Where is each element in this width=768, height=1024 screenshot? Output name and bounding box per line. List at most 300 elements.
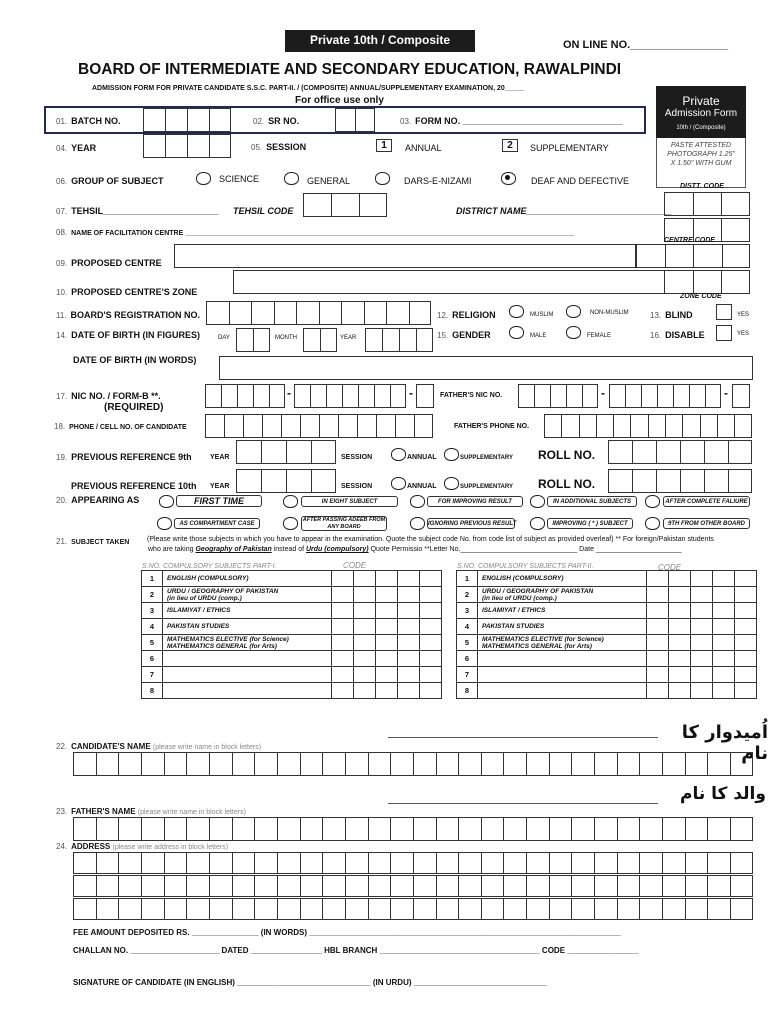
letter-cell[interactable] <box>549 875 572 897</box>
subject-code-cell[interactable] <box>669 651 691 667</box>
subject-code-cell[interactable] <box>735 619 757 635</box>
letter-cell[interactable] <box>685 752 708 776</box>
address-input-line2[interactable] <box>73 875 753 897</box>
letter-cell[interactable] <box>639 752 662 776</box>
letter-cell[interactable] <box>232 898 255 920</box>
subject-code-cell[interactable] <box>669 587 691 603</box>
father-nic-part3[interactable] <box>732 384 750 408</box>
subject-code-cell[interactable] <box>354 619 376 635</box>
subject-code-cell[interactable] <box>669 619 691 635</box>
letter-cell[interactable] <box>277 898 300 920</box>
letter-cell[interactable] <box>436 852 459 874</box>
letter-cell[interactable] <box>254 898 277 920</box>
letter-cell[interactable] <box>254 817 277 841</box>
subject-code-cell[interactable] <box>420 571 442 587</box>
subject-code-cell[interactable] <box>713 603 735 619</box>
group-deaf-radio[interactable] <box>501 172 516 185</box>
letter-cell[interactable] <box>617 875 640 897</box>
letter-cell[interactable] <box>390 875 413 897</box>
letter-cell[interactable] <box>232 875 255 897</box>
subject-code-cell[interactable] <box>735 667 757 683</box>
group-dars-radio[interactable] <box>375 172 390 185</box>
proposed-zone-input[interactable] <box>233 270 665 294</box>
subject-code-cell[interactable] <box>735 651 757 667</box>
subject-code-cell[interactable] <box>647 619 669 635</box>
letter-cell[interactable] <box>594 817 617 841</box>
letter-cell[interactable] <box>368 875 391 897</box>
subject-code-cell[interactable] <box>354 571 376 587</box>
subject-code-cell[interactable] <box>398 571 420 587</box>
letter-cell[interactable] <box>300 852 323 874</box>
subject-code-cell[interactable] <box>376 603 398 619</box>
subject-code-cell[interactable] <box>376 683 398 699</box>
letter-cell[interactable] <box>164 752 187 776</box>
letter-cell[interactable] <box>368 752 391 776</box>
letter-cell[interactable] <box>617 752 640 776</box>
letter-cell[interactable] <box>413 875 436 897</box>
appearing-improving-radio[interactable] <box>410 495 425 508</box>
father-nic-part2[interactable] <box>609 384 721 408</box>
subject-code-cell[interactable] <box>376 619 398 635</box>
letter-cell[interactable] <box>594 852 617 874</box>
prev9-supp-radio[interactable] <box>444 448 459 461</box>
district-name-label[interactable]: DISTRICT NAME_____________________________ <box>456 206 672 216</box>
facilitation-label[interactable]: 08. NAME OF FACILITATION CENTRE ____________________________________________________________________________________________________ <box>56 228 575 237</box>
subject-code-cell[interactable] <box>332 603 354 619</box>
appearing-improving-subject-radio[interactable] <box>530 517 545 530</box>
subject-code-cell[interactable] <box>398 651 420 667</box>
letter-cell[interactable] <box>254 852 277 874</box>
letter-cell[interactable] <box>436 875 459 897</box>
father-phone-input[interactable] <box>544 414 752 438</box>
subject-code-cell[interactable] <box>691 587 713 603</box>
subject-code-cell[interactable] <box>332 571 354 587</box>
letter-cell[interactable] <box>503 898 526 920</box>
subject-code-cell[interactable] <box>713 587 735 603</box>
letter-cell[interactable] <box>571 875 594 897</box>
letter-cell[interactable] <box>458 898 481 920</box>
letter-cell[interactable] <box>277 875 300 897</box>
letter-cell[interactable] <box>164 875 187 897</box>
letter-cell[interactable] <box>413 898 436 920</box>
letter-cell[interactable] <box>390 898 413 920</box>
nic-input-part1[interactable] <box>205 384 285 408</box>
letter-cell[interactable] <box>300 752 323 776</box>
subject-code-cell[interactable] <box>332 619 354 635</box>
dob-day-input[interactable] <box>236 328 270 352</box>
letter-cell[interactable] <box>164 817 187 841</box>
letter-cell[interactable] <box>209 898 232 920</box>
letter-cell[interactable] <box>118 817 141 841</box>
prev9-roll-input[interactable] <box>608 440 752 464</box>
subject-code-cell[interactable] <box>691 619 713 635</box>
distt-code-boxes[interactable] <box>664 192 750 216</box>
letter-cell[interactable] <box>232 852 255 874</box>
letter-cell[interactable] <box>481 817 504 841</box>
letter-cell[interactable] <box>685 852 708 874</box>
letter-cell[interactable] <box>413 852 436 874</box>
subject-code-cell[interactable] <box>420 635 442 651</box>
letter-cell[interactable] <box>254 752 277 776</box>
letter-cell[interactable] <box>368 852 391 874</box>
letter-cell[interactable] <box>96 852 119 874</box>
subject-line-2: (in lieu of URDU (comp.) <box>167 594 242 602</box>
letter-cell[interactable] <box>662 852 685 874</box>
letter-cell[interactable] <box>209 752 232 776</box>
subject-code-cell[interactable] <box>647 683 669 699</box>
letter-cell[interactable] <box>707 875 730 897</box>
letter-cell[interactable] <box>707 817 730 841</box>
prev9-year-input[interactable] <box>236 440 336 464</box>
subject-code-cell[interactable] <box>735 603 757 619</box>
letter-cell[interactable] <box>549 752 572 776</box>
subject-code-cell[interactable] <box>647 587 669 603</box>
session-supp-box[interactable]: 2 <box>502 139 518 152</box>
prev9-annual-radio[interactable] <box>391 448 406 461</box>
letter-cell[interactable] <box>594 752 617 776</box>
candidate-name-input[interactable] <box>73 752 753 776</box>
letter-cell[interactable] <box>277 752 300 776</box>
prev10-supp-radio[interactable] <box>444 477 459 490</box>
letter-cell[interactable] <box>390 817 413 841</box>
session-annual-box[interactable]: 1 <box>376 139 392 152</box>
subject-code-cell[interactable] <box>354 587 376 603</box>
letter-cell[interactable] <box>186 875 209 897</box>
dob-month-input[interactable] <box>303 328 337 352</box>
letter-cell[interactable] <box>209 852 232 874</box>
subject-code-cell[interactable] <box>669 571 691 587</box>
appearing-additional-radio[interactable] <box>530 495 545 508</box>
letter-cell[interactable] <box>436 817 459 841</box>
appearing-ignoring-label: IGNORING PREVIOUS RESULT <box>427 518 515 529</box>
address-input-line1[interactable] <box>73 852 753 874</box>
subject-code-cell[interactable] <box>713 635 735 651</box>
subject-code-cell[interactable] <box>332 587 354 603</box>
appearing-failure-radio[interactable] <box>645 495 660 508</box>
subject-code-cell[interactable] <box>735 587 757 603</box>
letter-cell[interactable] <box>617 852 640 874</box>
subject-code-cell[interactable] <box>735 683 757 699</box>
letter-cell[interactable] <box>662 875 685 897</box>
letter-cell[interactable] <box>481 898 504 920</box>
subject-code-cell[interactable] <box>420 667 442 683</box>
letter-cell[interactable] <box>322 898 345 920</box>
letter-cell[interactable] <box>481 852 504 874</box>
letter-cell[interactable] <box>730 898 753 920</box>
letter-cell[interactable] <box>571 852 594 874</box>
letter-cell[interactable] <box>322 817 345 841</box>
subject-code-cell[interactable] <box>376 635 398 651</box>
letter-cell[interactable] <box>662 817 685 841</box>
letter-cell[interactable] <box>322 875 345 897</box>
letter-cell[interactable] <box>345 752 368 776</box>
letter-cell[interactable] <box>300 898 323 920</box>
letter-cell[interactable] <box>481 875 504 897</box>
online-no[interactable]: ON LINE NO.________________ <box>563 39 729 51</box>
subject-code-cell[interactable] <box>332 635 354 651</box>
subject-code-cell[interactable] <box>691 603 713 619</box>
letter-cell[interactable] <box>436 898 459 920</box>
batch-input[interactable] <box>143 108 231 132</box>
subject-code-cell[interactable] <box>354 635 376 651</box>
gender-female-radio[interactable] <box>566 326 581 339</box>
subject-code-cell[interactable] <box>354 683 376 699</box>
letter-cell[interactable] <box>730 817 753 841</box>
subject-code-cell[interactable] <box>398 619 420 635</box>
subject-code-cell[interactable] <box>332 651 354 667</box>
subject-code-cell[interactable] <box>420 651 442 667</box>
subject-code-cell[interactable] <box>647 635 669 651</box>
gender-male-radio[interactable] <box>509 326 524 339</box>
letter-cell[interactable] <box>322 852 345 874</box>
page-title: BOARD OF INTERMEDIATE AND SECONDARY EDUCATION, RAWALPINDI <box>78 61 622 78</box>
letter-cell[interactable] <box>186 852 209 874</box>
father-nic-part1[interactable] <box>518 384 598 408</box>
subject-code-cell[interactable] <box>398 603 420 619</box>
letter-cell[interactable] <box>662 898 685 920</box>
challan-field[interactable]: CHALLAN NO. ____________________ DATED ________________ HBL BRANCH ____________________________________ CODE ________________ <box>73 946 639 955</box>
letter-cell[interactable] <box>571 752 594 776</box>
subject-code-cell[interactable] <box>376 667 398 683</box>
letter-cell[interactable] <box>73 752 96 776</box>
subject-code-cell[interactable] <box>398 587 420 603</box>
phone-input[interactable] <box>205 414 433 438</box>
signature-field[interactable]: SIGNATURE OF CANDIDATE (IN ENGLISH) ______________________________ (IN URDU) ______________________________ <box>73 978 548 987</box>
letter-cell[interactable] <box>639 898 662 920</box>
letter-cell[interactable] <box>549 817 572 841</box>
letter-cell[interactable] <box>594 898 617 920</box>
letter-cell[interactable] <box>141 898 164 920</box>
letter-cell[interactable] <box>707 898 730 920</box>
letter-cell[interactable] <box>141 875 164 897</box>
letter-cell[interactable] <box>549 898 572 920</box>
letter-cell[interactable] <box>186 817 209 841</box>
letter-cell[interactable] <box>413 752 436 776</box>
letter-cell[interactable] <box>368 817 391 841</box>
proposed-centre-code[interactable] <box>636 244 750 268</box>
letter-cell[interactable] <box>685 898 708 920</box>
subject-code-cell[interactable] <box>713 651 735 667</box>
subject-code-cell[interactable] <box>376 651 398 667</box>
letter-cell[interactable] <box>526 752 549 776</box>
subject-code-cell[interactable] <box>354 667 376 683</box>
subject-code-cell[interactable] <box>376 571 398 587</box>
letter-cell[interactable] <box>300 817 323 841</box>
subject-code-cell[interactable] <box>713 667 735 683</box>
letter-cell[interactable] <box>141 817 164 841</box>
subject-code-cell[interactable] <box>713 683 735 699</box>
year-input[interactable] <box>143 134 231 158</box>
appearing-other-board-radio[interactable] <box>645 517 660 530</box>
subject-code-cell[interactable] <box>398 683 420 699</box>
reg-input[interactable] <box>206 301 431 325</box>
letter-cell[interactable] <box>96 752 119 776</box>
subject-code-cell[interactable] <box>420 587 442 603</box>
letter-cell[interactable] <box>390 852 413 874</box>
tehsil-label[interactable]: 07. TEHSIL_______________________ <box>56 206 219 216</box>
form-no-label[interactable]: 03. FORM NO. ________________________________ <box>400 116 623 126</box>
letter-cell[interactable] <box>639 875 662 897</box>
subject-code-cell[interactable] <box>398 667 420 683</box>
letter-cell[interactable] <box>526 852 549 874</box>
subject-code-cell[interactable] <box>647 651 669 667</box>
dob-words-input[interactable] <box>219 356 753 380</box>
subject-code-cell[interactable] <box>376 587 398 603</box>
address-input-line3[interactable] <box>73 898 753 920</box>
subject-code-cell[interactable] <box>332 667 354 683</box>
letter-cell[interactable] <box>436 752 459 776</box>
subject-code-cell[interactable] <box>691 651 713 667</box>
letter-cell[interactable] <box>639 817 662 841</box>
appearing-ignoring-radio[interactable] <box>410 517 425 530</box>
prev10-annual-radio[interactable] <box>391 477 406 490</box>
letter-cell[interactable] <box>164 852 187 874</box>
letter-cell[interactable] <box>617 898 640 920</box>
letter-cell[interactable] <box>617 817 640 841</box>
letter-cell[interactable] <box>118 898 141 920</box>
letter-cell[interactable] <box>96 875 119 897</box>
subject-code-cell[interactable] <box>691 683 713 699</box>
letter-cell[interactable] <box>322 752 345 776</box>
letter-cell[interactable] <box>481 752 504 776</box>
subject-code-cell[interactable] <box>647 571 669 587</box>
letter-cell[interactable] <box>186 752 209 776</box>
subject-line-1: MATHEMATICS ELECTIVE (for Science) <box>482 635 604 643</box>
letter-cell[interactable] <box>345 852 368 874</box>
letter-cell[interactable] <box>345 817 368 841</box>
blind-checkbox[interactable] <box>716 304 732 320</box>
religion-muslim-radio[interactable] <box>509 305 524 318</box>
nic-input-part2[interactable] <box>294 384 406 408</box>
subject-code-cell[interactable] <box>669 667 691 683</box>
letter-cell[interactable] <box>345 875 368 897</box>
letter-cell[interactable] <box>571 898 594 920</box>
subject-code-cell[interactable] <box>713 619 735 635</box>
letter-cell[interactable] <box>503 817 526 841</box>
subject-code-cell[interactable] <box>691 635 713 651</box>
letter-cell[interactable] <box>458 852 481 874</box>
subject-code-cell[interactable] <box>398 635 420 651</box>
letter-cell[interactable] <box>186 898 209 920</box>
appearing-adeeb-radio[interactable] <box>283 517 298 530</box>
letter-cell[interactable] <box>458 875 481 897</box>
letter-cell[interactable] <box>526 875 549 897</box>
letter-cell[interactable] <box>368 898 391 920</box>
letter-cell[interactable] <box>300 875 323 897</box>
letter-cell[interactable] <box>413 817 436 841</box>
letter-cell[interactable] <box>707 852 730 874</box>
subject-code-cell[interactable] <box>735 635 757 651</box>
subject-code-cell[interactable] <box>647 603 669 619</box>
religion-nonmuslim-radio[interactable] <box>566 305 581 318</box>
letter-cell[interactable] <box>164 898 187 920</box>
letter-cell[interactable] <box>685 817 708 841</box>
group-general-radio[interactable] <box>284 172 299 185</box>
subject-code-cell[interactable] <box>691 667 713 683</box>
appearing-compartment-radio[interactable] <box>157 517 172 530</box>
letter-cell[interactable] <box>639 852 662 874</box>
letter-cell[interactable] <box>96 898 119 920</box>
letter-cell[interactable] <box>526 817 549 841</box>
subject-code-cell[interactable] <box>420 603 442 619</box>
appearing-eight-radio[interactable] <box>283 495 298 508</box>
dob-year-input[interactable] <box>365 328 433 352</box>
sr-input[interactable] <box>335 108 375 132</box>
letter-cell[interactable] <box>232 752 255 776</box>
subject-code-cell[interactable] <box>669 683 691 699</box>
letter-cell[interactable] <box>345 898 368 920</box>
subject-code-cell[interactable] <box>354 603 376 619</box>
subject-code-cell[interactable] <box>713 571 735 587</box>
group-science-radio[interactable] <box>196 172 211 185</box>
letter-cell[interactable] <box>118 852 141 874</box>
letter-cell[interactable] <box>141 752 164 776</box>
letter-cell[interactable] <box>730 875 753 897</box>
letter-cell[interactable] <box>526 898 549 920</box>
letter-cell[interactable] <box>571 817 594 841</box>
disable-checkbox[interactable] <box>716 325 732 341</box>
letter-cell[interactable] <box>277 817 300 841</box>
prev9-annual-label: ANNUAL <box>407 454 437 461</box>
subject-code-cell[interactable] <box>647 667 669 683</box>
letter-cell[interactable] <box>96 817 119 841</box>
subject-code-cell[interactable] <box>420 619 442 635</box>
letter-cell[interactable] <box>662 752 685 776</box>
letter-cell[interactable] <box>277 852 300 874</box>
letter-cell[interactable] <box>549 852 572 874</box>
subject-code-cell[interactable] <box>420 683 442 699</box>
nic-input-part3[interactable] <box>416 384 434 408</box>
tehsil-code-boxes[interactable] <box>303 193 387 217</box>
letter-cell[interactable] <box>209 875 232 897</box>
letter-cell[interactable] <box>209 817 232 841</box>
letter-cell[interactable] <box>73 875 96 897</box>
letter-cell[interactable] <box>503 752 526 776</box>
letter-cell[interactable] <box>254 875 277 897</box>
letter-cell[interactable] <box>730 752 753 776</box>
letter-cell[interactable] <box>118 875 141 897</box>
letter-cell[interactable] <box>73 898 96 920</box>
letter-cell[interactable] <box>707 752 730 776</box>
subject-code-cell[interactable] <box>332 683 354 699</box>
zone-code-boxes[interactable] <box>664 270 750 294</box>
letter-cell[interactable] <box>458 752 481 776</box>
subject-code-cell[interactable] <box>669 603 691 619</box>
fee-amount-field[interactable]: FEE AMOUNT DEPOSITED RS. _______________ (IN WORDS) ______________________________________________________________________ <box>73 928 621 937</box>
letter-cell[interactable] <box>594 875 617 897</box>
letter-cell[interactable] <box>390 752 413 776</box>
proposed-centre-input[interactable] <box>174 244 636 268</box>
letter-cell[interactable] <box>503 875 526 897</box>
letter-cell[interactable] <box>73 817 96 841</box>
letter-cell[interactable] <box>685 875 708 897</box>
subject-code-cell[interactable] <box>735 571 757 587</box>
appearing-first-radio[interactable] <box>159 495 174 508</box>
subject-code-cell[interactable] <box>691 571 713 587</box>
letter-cell[interactable] <box>118 752 141 776</box>
prev10-roll-input[interactable] <box>608 469 752 493</box>
letter-cell[interactable] <box>73 852 96 874</box>
letter-cell[interactable] <box>232 817 255 841</box>
subject-code-cell[interactable] <box>669 635 691 651</box>
subject-code-cell[interactable] <box>354 651 376 667</box>
letter-cell[interactable] <box>458 817 481 841</box>
letter-cell[interactable] <box>503 852 526 874</box>
prev10-year-input[interactable] <box>236 469 336 493</box>
father-name-input[interactable] <box>73 817 753 841</box>
letter-cell[interactable] <box>730 852 753 874</box>
letter-cell[interactable] <box>141 852 164 874</box>
